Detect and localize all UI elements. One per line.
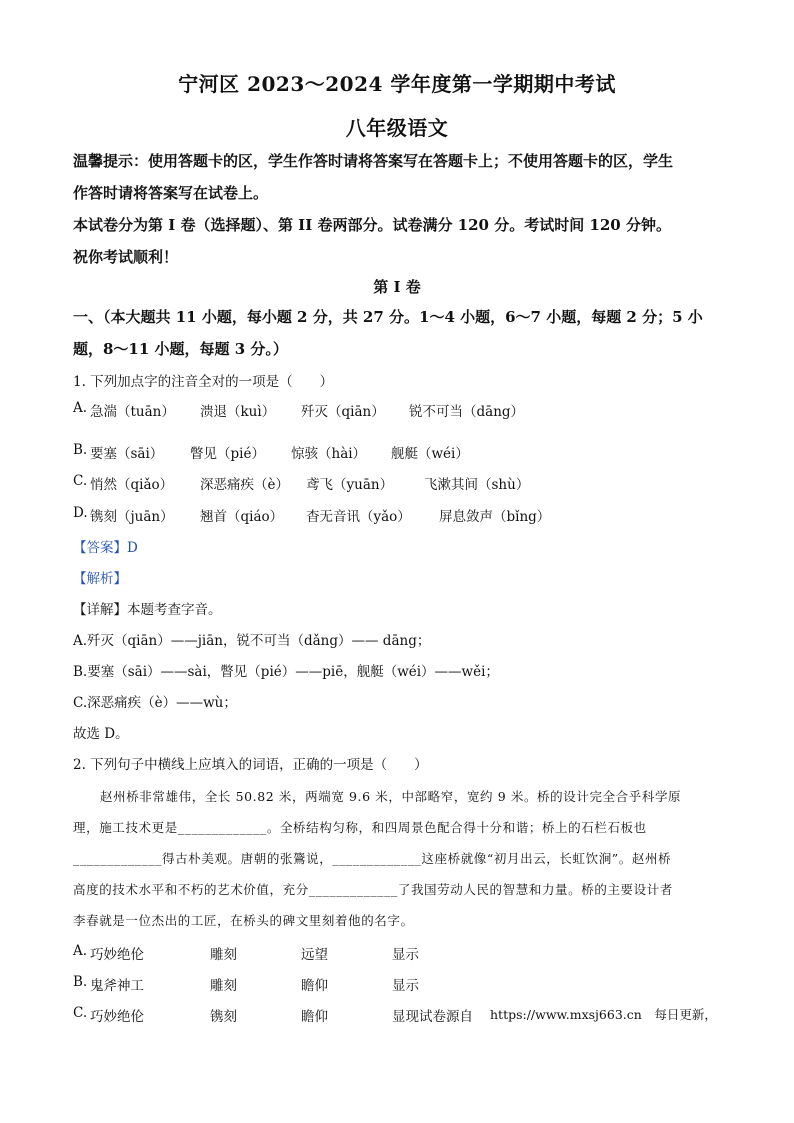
option-item: 瞻仰	[301, 1009, 328, 1025]
option-item: 飞漱其间（shù）	[424, 477, 530, 493]
explain-line: A.歼灭（qiān）——jiān，锐不可当（dǎng）—— dāng；	[73, 633, 431, 649]
passage-line: 赵州桥非常雄伟，全长 50.82 米，两端宽 9.6 米，中部略窄，宽约 9 米。桥的设计完全合乎科学原	[100, 789, 682, 804]
option-item: 翘首（qiáo）	[200, 509, 284, 525]
option-item: 屏息敛声（bǐng）	[439, 509, 551, 525]
option-item: 镌刻（juān）	[90, 509, 174, 525]
option-item: 雕刻	[210, 947, 237, 963]
option-item: 舰艇（wéi）	[391, 446, 469, 462]
option-item: 深恶痛疾（è）	[200, 477, 289, 493]
option-item: 歼灭（qiān）	[301, 404, 385, 420]
option-item: 溃退（kuì）	[200, 404, 276, 420]
option-item: 显示	[392, 947, 419, 963]
option-label: C.	[73, 473, 88, 489]
option-label: D.	[73, 505, 88, 521]
notice-line-4: 祝你考试顺利！	[73, 248, 179, 266]
option-label: C.	[73, 1005, 88, 1021]
option-item: 惊骇（hài）	[291, 446, 367, 462]
option-item: 鬼斧神工	[90, 978, 144, 994]
passage-line: _____________得古朴美观。唐朝的张鷟说，_____________这座桥就像“初月出云，长虹饮涧”。赵州桥	[73, 851, 672, 866]
option-label: A.	[73, 400, 88, 416]
explain-line: B.要塞（sāi）——sài，瞥见（pié）——piē，舰艇（wéi）——wěi；	[73, 664, 499, 680]
watermark-url: https://www.mxsj663.cn 每日更新，	[490, 1007, 717, 1022]
option-item: 锐不可当（dāng）	[409, 404, 525, 420]
passage-line: 高度的技术水平和不朽的艺术价值，充分_____________了我国劳动人民的智慧和力量。桥的主要设计者	[73, 882, 673, 897]
option-item: 急湍（tuān）	[90, 404, 175, 420]
part-heading-line-1: 一、（本大题共 11 小题，每小题 2 分，共 27 分。1～4 小题，6～7 小题，每题 2 分；5 小	[73, 308, 703, 326]
passage-line: 理，施工技术更是_____________。全桥结构匀称，和四周景色配合得十分和谐；桥上的石栏石板也	[73, 820, 647, 835]
option-item: 瞻仰	[301, 978, 328, 994]
option-item: 雕刻	[210, 978, 237, 994]
analysis-tag: 【解析】	[73, 571, 127, 587]
exam-title: 宁河区 2023～2024 学年度第一学期期中考试	[178, 72, 616, 96]
explain-line: 故选 D。	[73, 726, 129, 742]
detail-text: 【详解】本题考查字音。	[73, 602, 222, 618]
option-item: 巧妙绝伦	[90, 947, 144, 963]
volume-heading: 第 I 卷	[373, 278, 421, 296]
option-item: 鸢飞（yuān）	[306, 477, 394, 493]
option-item: 远望	[301, 947, 328, 963]
option-item: 显现试卷源自	[392, 1009, 473, 1025]
notice-line-2: 作答时请将答案写在试卷上。	[73, 184, 269, 202]
option-item: 显示	[392, 978, 419, 994]
notice-line-1: 温馨提示：使用答题卡的区，学生作答时请将答案写在答题卡上；不使用答题卡的区，学生	[73, 152, 674, 170]
option-label: B.	[73, 442, 88, 458]
option-item: 杳无音讯（yǎo）	[306, 509, 411, 525]
option-item: 要塞（sāi）	[90, 446, 164, 462]
part-heading-line-2: 题，8～11 小题，每题 3 分。）	[73, 340, 288, 358]
option-label: A.	[73, 943, 88, 959]
notice-line-3: 本试卷分为第 I 卷（选择题）、第 II 卷两部分。试卷满分 120 分。考试时间 120 分钟。	[73, 216, 671, 234]
option-label: B.	[73, 974, 88, 990]
question-1-stem: 1. 下列加点字的注音全对的一项是（ ）	[73, 374, 334, 390]
option-item: 镌刻	[210, 1009, 237, 1025]
option-item: 巧妙绝伦	[90, 1009, 144, 1025]
exam-subtitle: 八年级语文	[345, 116, 449, 140]
question-2-stem: 2. 下列句子中横线上应填入的词语，正确的一项是（ ）	[73, 757, 428, 773]
passage-line: 李春就是一位杰出的工匠，在桥头的碑文里刻着他的名字。	[73, 913, 414, 928]
explain-line: C.深恶痛疾（è）——wù；	[73, 695, 237, 711]
answer-tag: 【答案】D	[73, 540, 138, 556]
option-item: 瞥见（pié）	[190, 446, 265, 462]
option-item: 悄然（qiǎo）	[90, 477, 174, 493]
